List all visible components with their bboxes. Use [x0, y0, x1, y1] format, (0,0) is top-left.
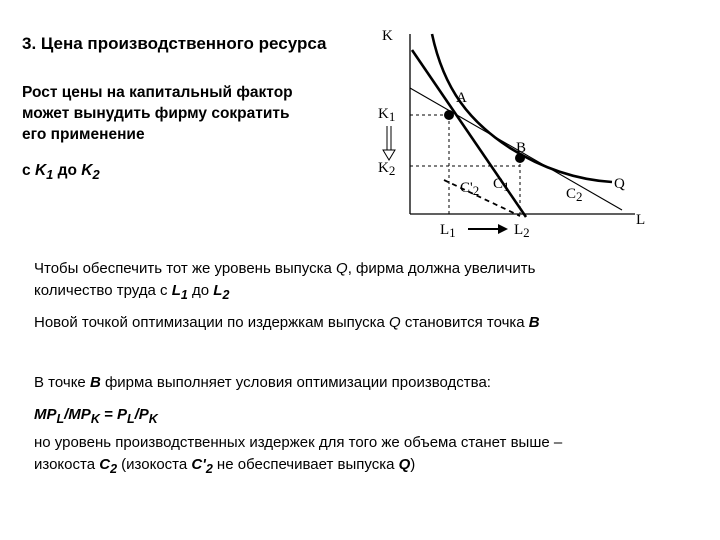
down-arrow-icon: [383, 126, 395, 160]
isoquant-label: Q: [614, 176, 625, 192]
intro-text: [22, 82, 352, 145]
point-b-label: B: [516, 140, 527, 156]
slide-title: 3. Цена производственного ресурса: [22, 34, 327, 53]
axis-x-label: L: [636, 212, 646, 228]
l2-label: L2: [514, 222, 530, 240]
paragraph-labor-increase: Чтобы обеспечить тот же уровень выпуска Q, фирма должна увеличить количество труда с $L_1$ до $L_2$: [34, 260, 536, 302]
c1-label: C1: [493, 176, 510, 194]
right-arrow-icon: [468, 224, 508, 234]
isoquant-graph: [360, 22, 660, 242]
paragraph-optimum-condition: В точке B фирма выполняет условия оптимизации производства:: [34, 374, 491, 391]
axis-y-label: K: [382, 28, 393, 44]
k2-label: K2: [378, 160, 396, 178]
intro-line: может вынудить фирму сократить: [22, 105, 290, 122]
l1-label: L1: [440, 222, 456, 240]
intro-k-change: с $K_1$ до $K_2$: [22, 162, 100, 183]
paragraph-cost-increase: но уровень производственных издержек для того же объема станет выше – изокоста $C_2$ (изокоста $C'_2$ не обеспечивает выпуска Q): [34, 434, 563, 476]
c2-label: C2: [566, 186, 583, 204]
optimization-formula: $MP_L/MP_K = P_L/P_K$: [34, 406, 158, 426]
paragraph-new-optimum: Новой точкой оптимизации по издержкам выпуска Q становится точка B: [34, 314, 540, 331]
k1-label: K1: [378, 106, 396, 124]
intro-line: Рост цены на капитальный фактор: [22, 84, 293, 101]
intro-line: его применение: [22, 126, 145, 143]
c2-prime-label: C'2: [460, 180, 480, 198]
point-a-label: A: [456, 90, 467, 106]
point-a: [444, 110, 454, 120]
